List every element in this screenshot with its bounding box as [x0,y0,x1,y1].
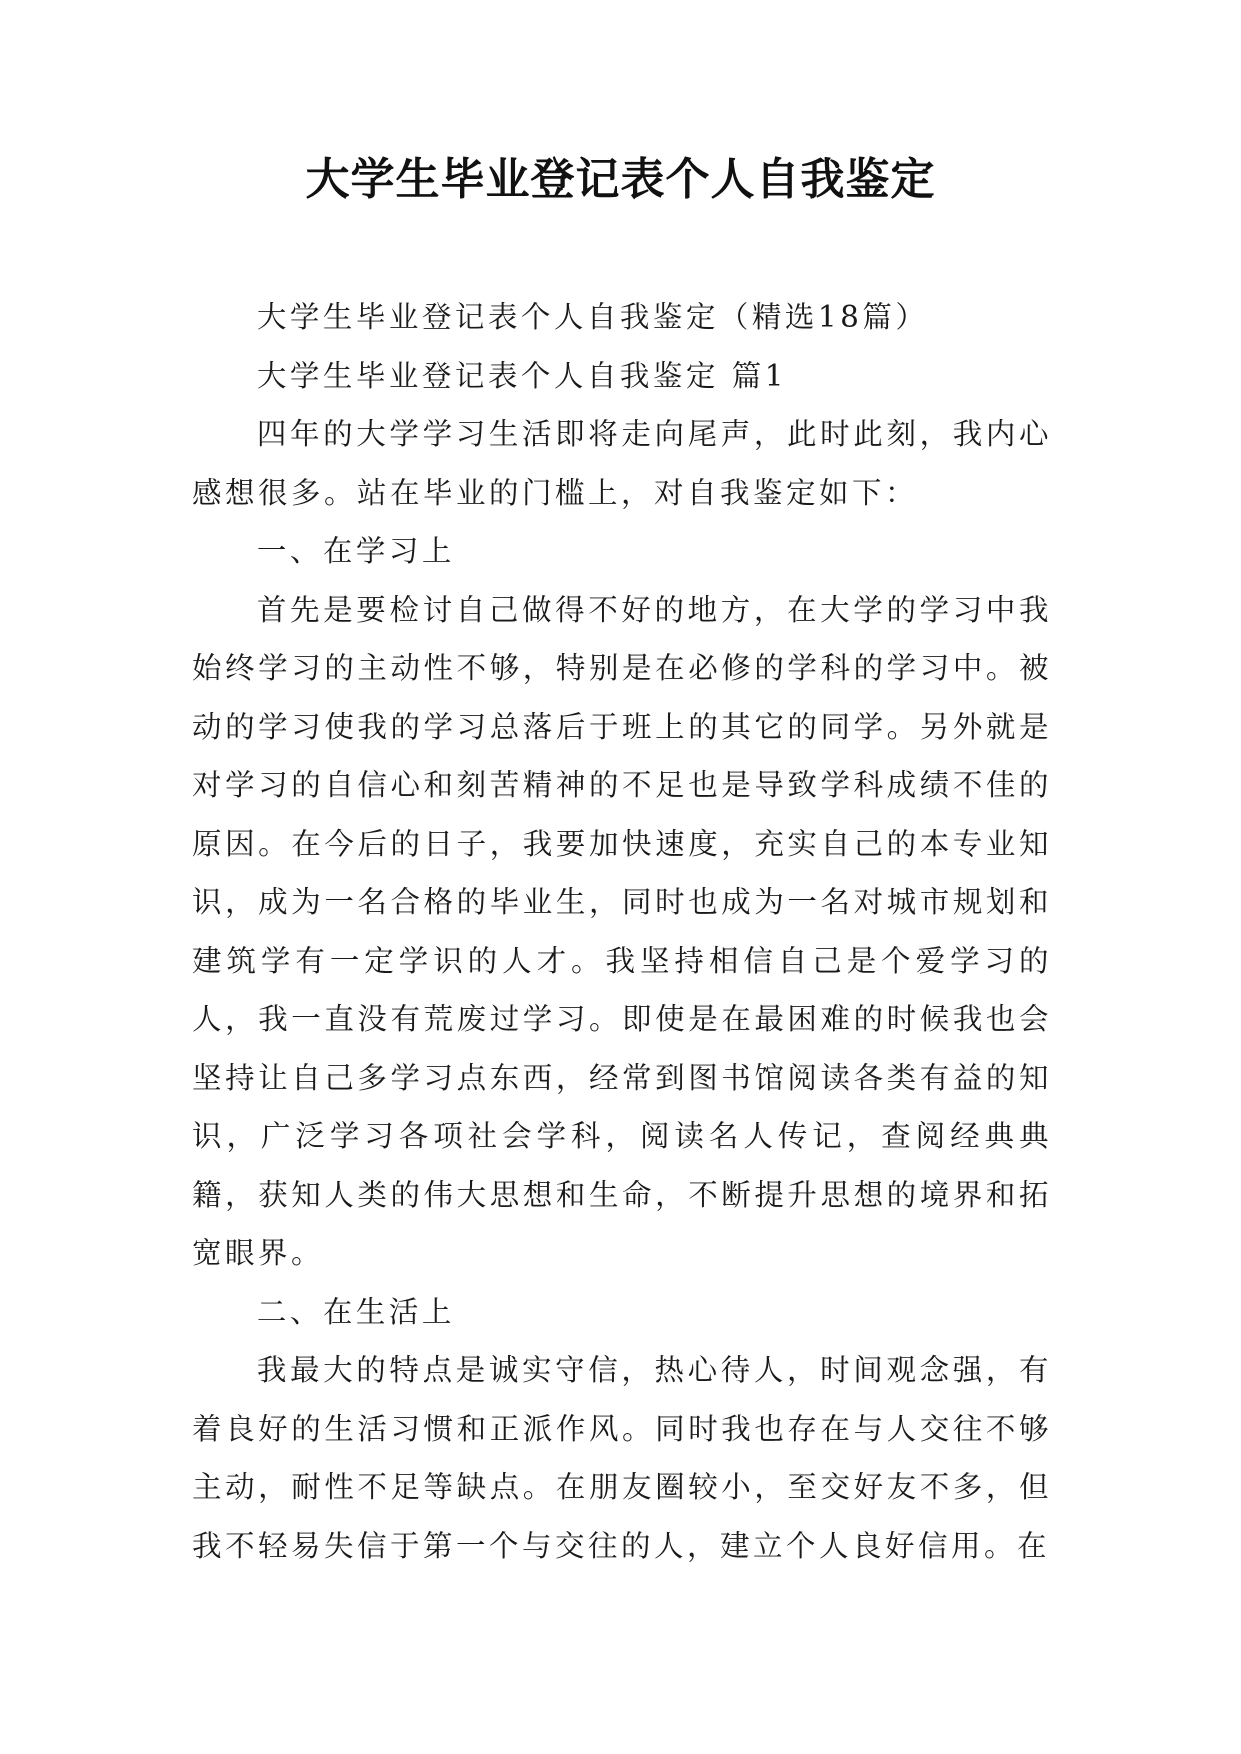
paragraph-study: 首先是要检讨自己做得不好的地方，在大学的学习中我始终学习的主动性不够，特别是在必修的学科的学习中。被动的学习使我的学习总落后于班上的其它的同学。另外就是对学习的自信心和刻苦精神的不足也是导致学科成绩不佳的原因。在今后的日子，我要加快速度，充实自己的本专业知识，成为一名合格的毕业生，同时也成为一名对城市规划和建筑学有一定学识的人才。我坚持相信自己是个爱学习的人，我一直没有荒废过学习。即使是在最困难的时候我也会坚持让自己多学习点东西，经常到图书馆阅读各类有益的知识，广泛学习各项社会学科，阅读名人传记，查阅经典典籍，获知人类的伟大思想和生命，不断提升思想的境界和拓宽眼界。 [192,592,1052,1270]
heading-study: 一、在学习上 [256,534,455,568]
document-body [192,288,1052,1575]
section-title: 大学生毕业登记表个人自我鉴定 篇1 [256,358,788,393]
paragraph-intro: 四年的大学学习生活即将走向尾声，此时此刻，我内心感想很多。站在毕业的门槛上，对自我鉴定如下： [192,417,1052,510]
document-subtitle: 大学生毕业登记表个人自我鉴定（精选18篇） [256,300,929,334]
heading-life: 二、在生活上 [256,1294,455,1329]
document-title: 大学生毕业登记表个人自我鉴定 [305,154,936,205]
paragraph-life: 我最大的特点是诚实守信，热心待人，时间观念强，有着良好的生活习惯和正派作风。同时我也存在与人交往不够主动，耐性不足等缺点。在朋友圈较小，至交好友不多，但我不轻易失信于第一个与交往的人，建立个人良好信用。在 [192,1353,1052,1563]
